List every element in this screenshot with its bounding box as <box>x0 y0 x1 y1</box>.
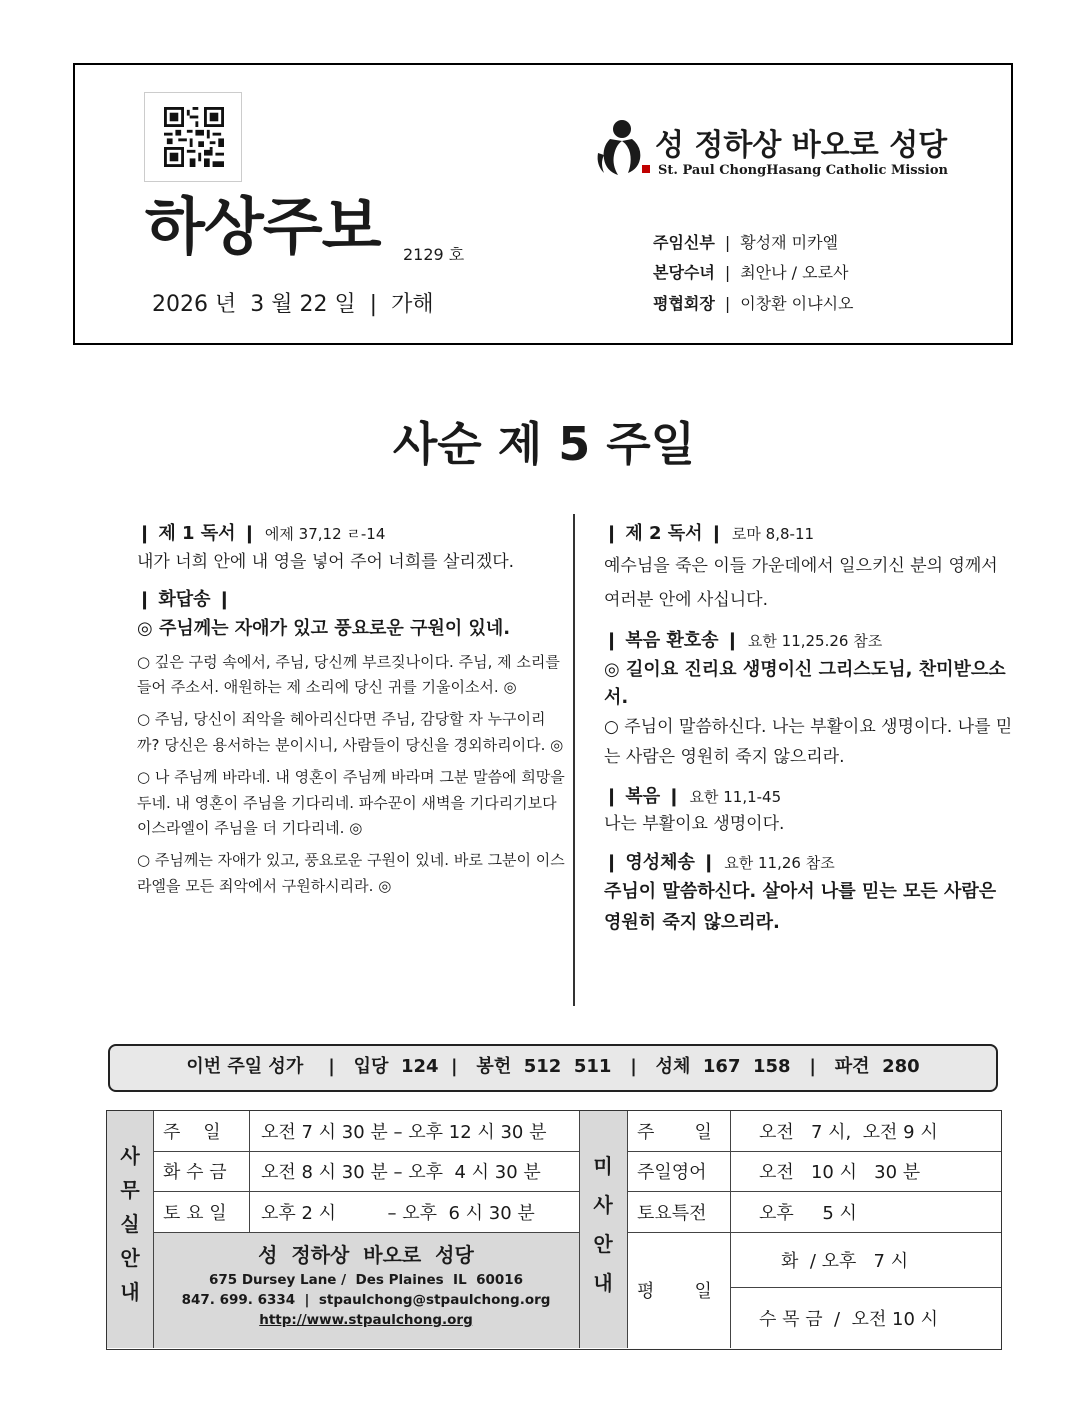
mass-weekday-time: 화 / 오후 7 시 <box>781 1250 909 1272</box>
mass-day: 주일영어 <box>637 1162 707 1183</box>
first-reading-text: 내가 너희 안에 내 영을 넣어 주어 너희를 살리겠다. <box>137 551 515 572</box>
gospel-ref: 요한 11,1-45 <box>689 787 782 806</box>
acclamation-label: ❙ 복음 환호송 ❙ <box>604 629 740 651</box>
office-church-name: 성 정하상 바오로 성당 <box>258 1243 474 1267</box>
mass-weekday-time: 수 목 금 / 오전 10 시 <box>759 1308 939 1330</box>
office-contact: 847. 699. 6334 | stpaulchong@stpaulchong.org <box>181 1292 551 1308</box>
acclamation-response: ◎ 길이요 진리요 생명이신 그리스도님, 찬미받으소서. <box>604 658 1006 709</box>
communion-ref: 요한 11,26 참조 <box>724 853 835 872</box>
office-day: 토 요 일 <box>163 1202 227 1224</box>
office-day: 화 수 금 <box>163 1162 227 1183</box>
office-time: 오전 7 시 30 분 – 오후 12 시 30 분 <box>261 1122 547 1143</box>
office-title: 사무실 안내 <box>120 1144 140 1304</box>
mass-time: 오후 5 시 <box>759 1202 857 1224</box>
hymn-numbers: 이번 주일 성가 | 입당 124 | 봉헌 512 511 | 성체 167 158 | 파견 280 <box>186 1056 920 1077</box>
qr-code[interactable] <box>144 92 242 182</box>
psalm-verse-1: ○ 깊은 구렁 속에서, 주님, 당신께 부르짖나이다. 주님, 제 소리를 들어 주소서. 애원하는 제 소리에 당신 귀를 기울이소서. ◎ <box>137 652 560 697</box>
acclamation-verse: ○ 주님이 말씀하신다. 나는 부활이요 생명이다. 나를 믿는 사람은 영원히 죽지 않으리라. <box>604 717 1013 767</box>
mass-day: 주 일 <box>637 1122 712 1143</box>
office-address: 675 Dursey Lane / Des Plaines IL 60016 <box>208 1272 524 1288</box>
staff-council: 평협회장 | 이창환 이냐시오 <box>653 294 854 313</box>
church-name-en: St. Paul ChongHasang Catholic Mission <box>658 163 948 178</box>
office-time: 오후 2 시 – 오후 6 시 30 분 <box>261 1202 535 1224</box>
acclamation-ref: 요한 11,25.26 참조 <box>747 631 883 650</box>
office-time: 오전 8 시 30 분 – 오후 4 시 30 분 <box>261 1162 541 1183</box>
psalm-verse-3: ○ 나 주님께 바라네. 내 영혼이 주님께 바라며 그분 말씀에 희망을 두네. 내 영혼이 주님을 기다리네. 파수꾼이 새벽을 기다리기보다 이스라엘이 주님을 더 기다리네. ◎ <box>137 767 565 838</box>
schedule-table <box>106 1110 1002 1350</box>
sunday-title: 사순 제 5 주일 <box>392 417 696 471</box>
psalm-verse-4: ○ 주님께는 자애가 있고, 풍요로운 구원이 있네. 바로 그분이 이스라엘을 모든 죄악에서 구원하시리라. ◎ <box>137 851 565 895</box>
staff-sister: 본당수녀 | 최안나 / 오로사 <box>653 263 849 282</box>
gospel-label: ❙ 복음 ❙ <box>604 785 682 807</box>
second-reading-text: 예수님을 죽은 이들 가운데에서 일으키신 분의 영께서 여러분 안에 사십니다. <box>604 555 998 610</box>
mass-weekday-label: 평 일 <box>637 1281 712 1302</box>
communion-label: ❙ 영성체송 ❙ <box>604 851 717 873</box>
psalm-response: ◎ 주님께는 자애가 있고 풍요로운 구원이 있네. <box>137 617 511 639</box>
bulletin-title: 하상주보 <box>145 190 381 263</box>
communion-text: 주님이 말씀하신다. 살아서 나를 믿는 모든 사람은 영원히 죽지 않으리라. <box>604 881 997 934</box>
bulletin-date: 2026 년 3 월 22 일 | 가해 <box>152 292 434 317</box>
mass-title: 미사 안내 <box>593 1154 613 1295</box>
qr-code-icon <box>164 107 224 167</box>
staff-role: 주임신부 <box>653 233 715 252</box>
staff-name: 최안나 / 오로사 <box>740 263 849 282</box>
church-logo-icon <box>592 117 652 179</box>
first-reading-ref: 에제 37,12 ㄹ-14 <box>264 525 386 543</box>
first-reading-label: ❙ 제 1 독서 ❙ <box>137 523 257 544</box>
staff-pastor: 주임신부 | 황성재 미카엘 <box>653 233 839 252</box>
staff-role: 본당수녀 <box>653 263 715 282</box>
staff-name: 황성재 미카엘 <box>740 233 839 252</box>
column-divider <box>573 514 575 1006</box>
church-name-kr: 성 정하상 바오로 성당 <box>655 128 948 163</box>
issue-number: 2129 호 <box>403 245 465 264</box>
office-day: 주 일 <box>163 1122 221 1143</box>
gospel-text: 나는 부활이요 생명이다. <box>604 814 785 835</box>
readings-right-column <box>604 520 1014 939</box>
staff-name: 이창환 이냐시오 <box>740 294 854 313</box>
second-reading-ref: 로마 8,8-11 <box>731 525 815 543</box>
psalm-verse-2: ○ 주님, 당신이 죄악을 헤아리신다면 주님, 감당할 자 누구이리까? 당신은 용서하는 분이시니, 사람들이 당신을 경외하리이다. ◎ <box>137 710 564 754</box>
staff-role: 평협회장 <box>653 294 715 313</box>
mass-day: 토요특전 <box>637 1202 707 1224</box>
office-url-link[interactable]: http://www.stpaulchong.org <box>259 1312 473 1328</box>
readings-left-column <box>137 520 567 900</box>
second-reading-label: ❙ 제 2 독서 ❙ <box>604 523 724 544</box>
psalm-label: ❙ 화답송 ❙ <box>137 588 232 610</box>
mass-time: 오전 7 시, 오전 9 시 <box>759 1122 938 1143</box>
mass-time: 오전 10 시 30 분 <box>759 1162 921 1183</box>
